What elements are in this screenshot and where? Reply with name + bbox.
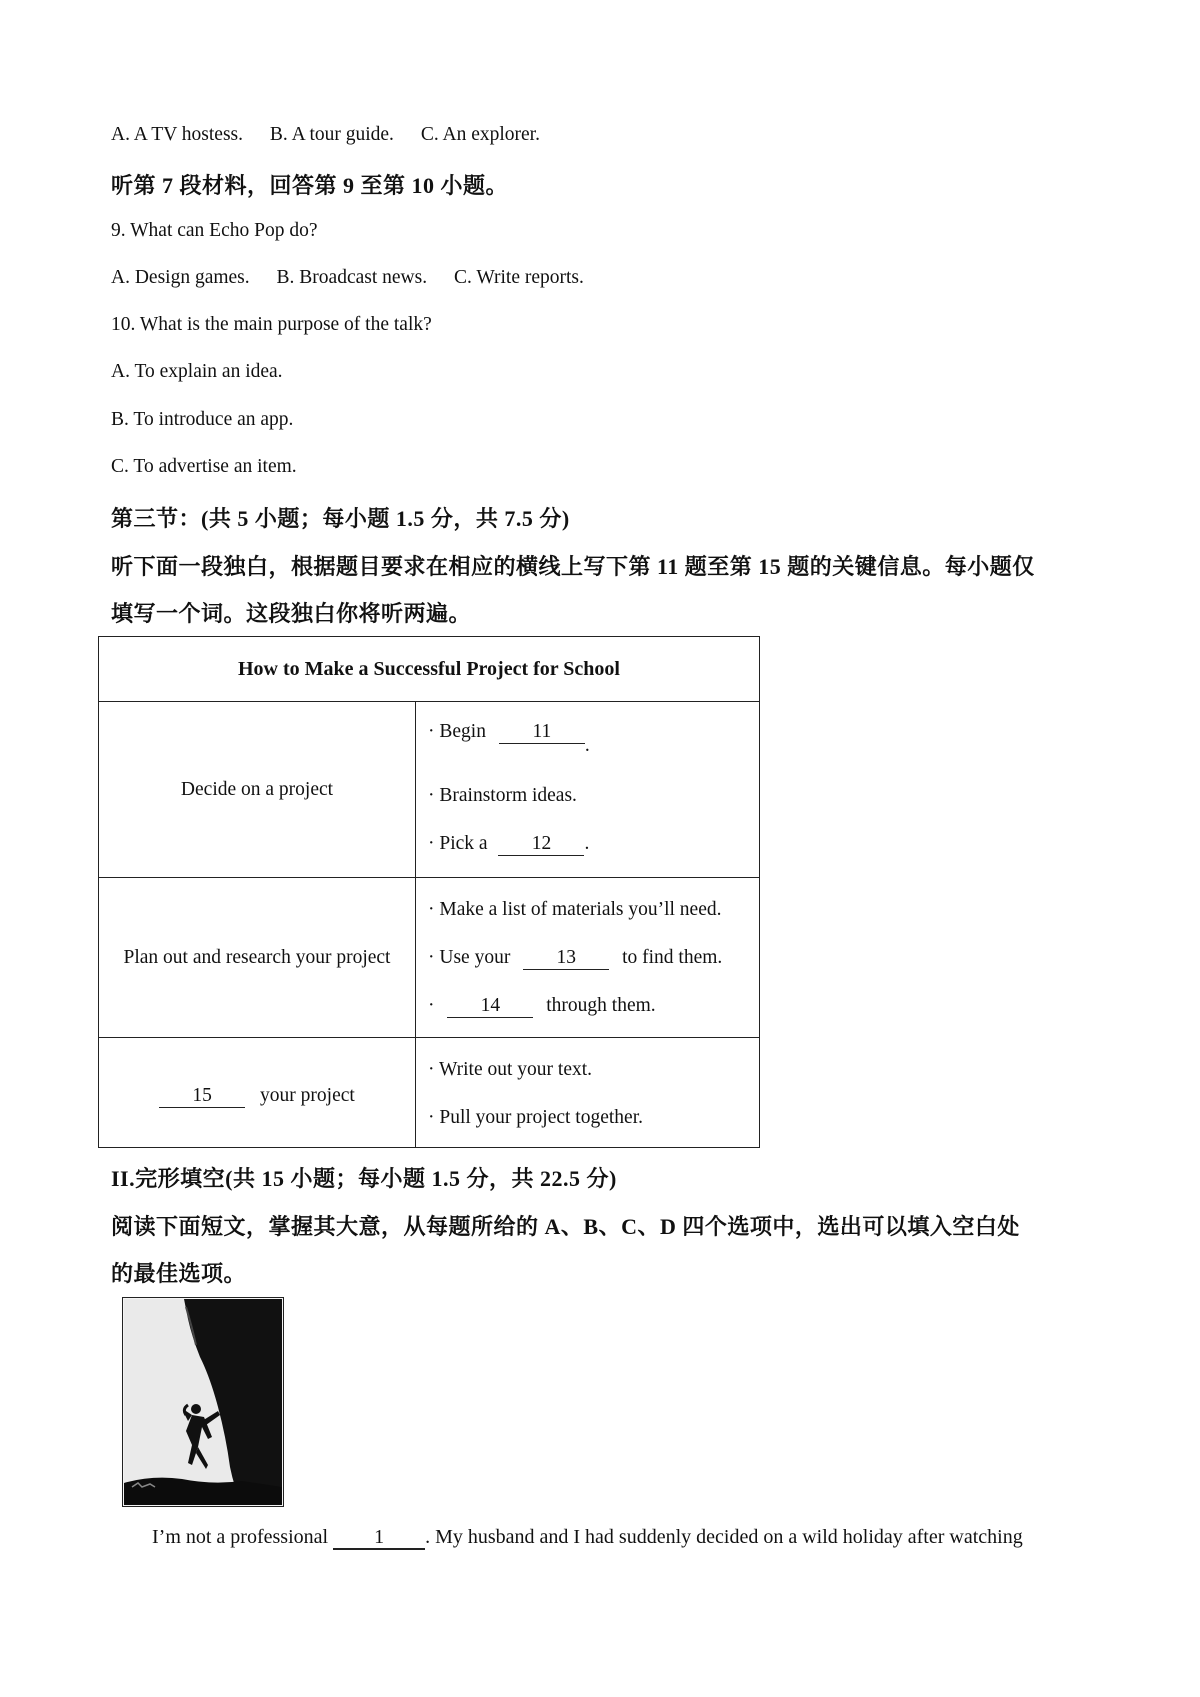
table-title: How to Make a Successful Project for School: [238, 657, 620, 680]
part2-instruction-line1: 阅读下面短文，掌握其大意，从每题所给的 A、B、C、D 四个选项中，选出可以填入空白处: [111, 1214, 1020, 1239]
q10-option-c: C. To advertise an item.: [111, 456, 297, 477]
part2-instruction-line2: 的最佳选项。: [111, 1261, 247, 1286]
row2-left: Plan out and research your project: [123, 947, 391, 968]
q10-option-b: B. To introduce an app.: [111, 409, 294, 430]
q8-options: [111, 124, 562, 146]
project-table: [98, 636, 760, 1148]
q10-option-a: A. To explain an idea.: [111, 361, 283, 382]
part3-instruction-line2: 填写一个词。这段独白你将听两遍。: [111, 601, 472, 626]
q9-question: 9. What can Echo Pop do?: [111, 220, 318, 241]
q9-options: [111, 267, 606, 289]
table-row-divider: [99, 701, 759, 702]
row3-item2: · Pull your project together.: [428, 1107, 643, 1128]
blank-12: 12: [498, 834, 584, 856]
q8-option-b: B. A tour guide.: [269, 124, 394, 145]
q10-question: 10. What is the main purpose of the talk?: [111, 314, 432, 335]
blank-13: 13: [523, 948, 609, 970]
row1-left: Decide on a project: [180, 779, 334, 800]
table-row-divider: [99, 1037, 759, 1038]
row1-item2: · Brainstorm ideas.: [428, 785, 577, 806]
q9-option-a: A. Design games.: [111, 267, 250, 288]
section7-instruction: 听第 7 段材料，回答第 9 至第 10 小题。: [111, 173, 509, 198]
row2-item2: · Use your 13 to find them.: [428, 947, 723, 968]
row2-item1: · Make a list of materials you’ll need.: [428, 899, 722, 920]
passage-first-line: I’m not a professional 1 . My husband and I had suddenly decided on a wild holiday after watching: [152, 1526, 1023, 1548]
row1-item1: · Begin 11.: [428, 721, 590, 756]
q9-option-c: C. Write reports.: [453, 267, 584, 288]
table-column-divider: [415, 701, 416, 1147]
q8-option-c: C. An explorer.: [420, 124, 540, 145]
part3-instruction-line1: 听下面一段独白，根据题目要求在相应的横线上写下第 11 题至第 15 题的关键信息。每小题仅: [111, 554, 1035, 579]
blank-11: 11: [499, 722, 585, 744]
part2-heading: II.完形填空(共 15 小题；每小题 1.5 分，共 22.5 分): [111, 1166, 617, 1191]
table-row-divider: [99, 877, 759, 878]
q8-option-a: A. A TV hostess.: [111, 124, 244, 145]
blank-1: 1: [333, 1527, 425, 1550]
part3-heading: 第三节：(共 5 小题；每小题 1.5 分，共 7.5 分): [111, 506, 570, 531]
row3-item1: · Write out your text.: [428, 1059, 593, 1080]
q9-option-b: B. Broadcast news.: [276, 267, 428, 288]
row1-item3: · Pick a 12 .: [428, 833, 590, 854]
blank-15: 15: [159, 1086, 245, 1108]
blank-14: 14: [447, 996, 533, 1018]
climber-photo: [122, 1297, 284, 1507]
row2-item3: · 14 through them.: [428, 995, 656, 1016]
row3-left: 15 your project: [99, 1085, 415, 1108]
